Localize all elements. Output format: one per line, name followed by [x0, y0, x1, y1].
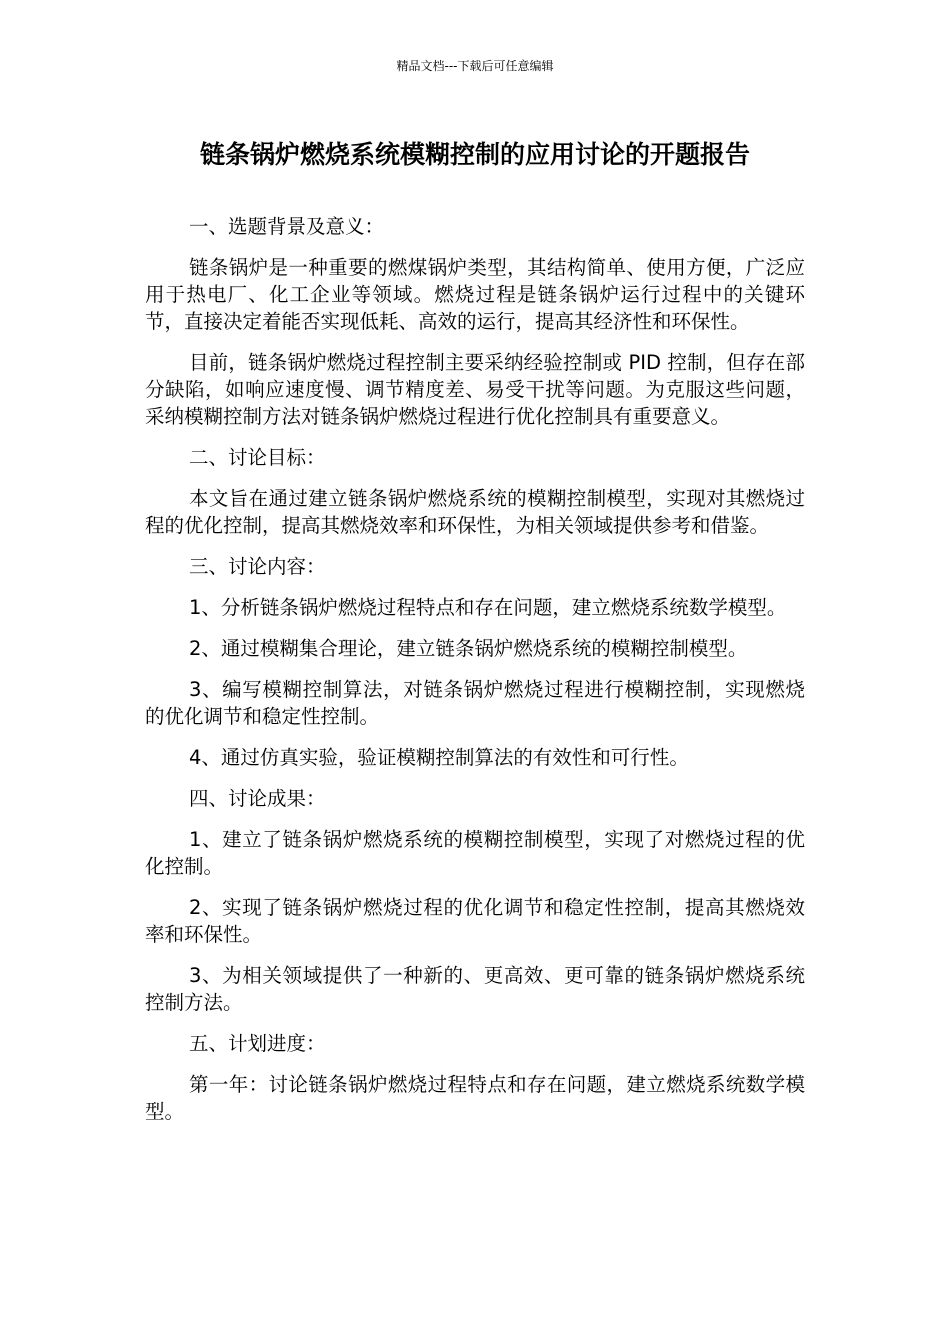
list-item-content-2: 2、通过模糊集合理论，建立链条锅炉燃烧系统的模糊控制模型。 [189, 637, 748, 660]
document-body [145, 213, 805, 1139]
section-heading-background: 一、选题背景及意义： [189, 215, 385, 238]
list-item-results-3: 3、为相关领域提供了一种新的、更高效、更可靠的链条锅炉燃烧系统控制方法。 [145, 964, 805, 1014]
section-heading-schedule: 五、计划进度： [189, 1032, 326, 1055]
section-heading-content: 三、讨论内容： [189, 555, 326, 578]
page-header: 精品文档---下载后可任意编辑 [396, 59, 554, 73]
paragraph-background-2: 目前，链条锅炉燃烧过程控制主要采纳经验控制或 PID 控制，但存在部分缺陷，如响应速度慢、调节精度差、易受干扰等问题。为克服这些问题，采纳模糊控制方法对链条锅炉燃烧过程进行优化控制具有重要意义。 [145, 351, 805, 428]
list-item-results-2: 2、实现了链条锅炉燃烧过程的优化调节和稳定性控制，提高其燃烧效率和环保性。 [145, 896, 805, 946]
list-item-content-1: 1、分析链条锅炉燃烧过程特点和存在问题，建立燃烧系统数学模型。 [189, 596, 787, 619]
section-heading-results: 四、讨论成果： [189, 787, 326, 810]
document-title: 链条锅炉燃烧系统模糊控制的应用讨论的开题报告 [199, 140, 750, 169]
list-item-results-1: 1、建立了链条锅炉燃烧系统的模糊控制模型，实现了对燃烧过程的优化控制。 [145, 828, 805, 878]
section-heading-objectives: 二、讨论目标： [189, 446, 326, 469]
list-item-content-3: 3、编写模糊控制算法，对链条锅炉燃烧过程进行模糊控制，实现燃烧的优化调节和稳定性控制。 [145, 678, 805, 728]
list-item-content-4: 4、通过仿真实验，验证模糊控制算法的有效性和可行性。 [189, 746, 689, 769]
paragraph-schedule-year-1: 第一年：讨论链条锅炉燃烧过程特点和存在问题，建立燃烧系统数学模型。 [145, 1073, 805, 1123]
paragraph-objectives: 本文旨在通过建立链条锅炉燃烧系统的模糊控制模型，实现对其燃烧过程的优化控制，提高其燃烧效率和环保性，为相关领域提供参考和借鉴。 [145, 487, 805, 537]
paragraph-background-1: 链条锅炉是一种重要的燃煤锅炉类型，其结构简单、使用方便，广泛应用于热电厂、化工企业等领域。燃烧过程是链条锅炉运行过程中的关键环节，直接决定着能否实现低耗、高效的运行，提高其经济性和环保性。 [145, 256, 805, 333]
